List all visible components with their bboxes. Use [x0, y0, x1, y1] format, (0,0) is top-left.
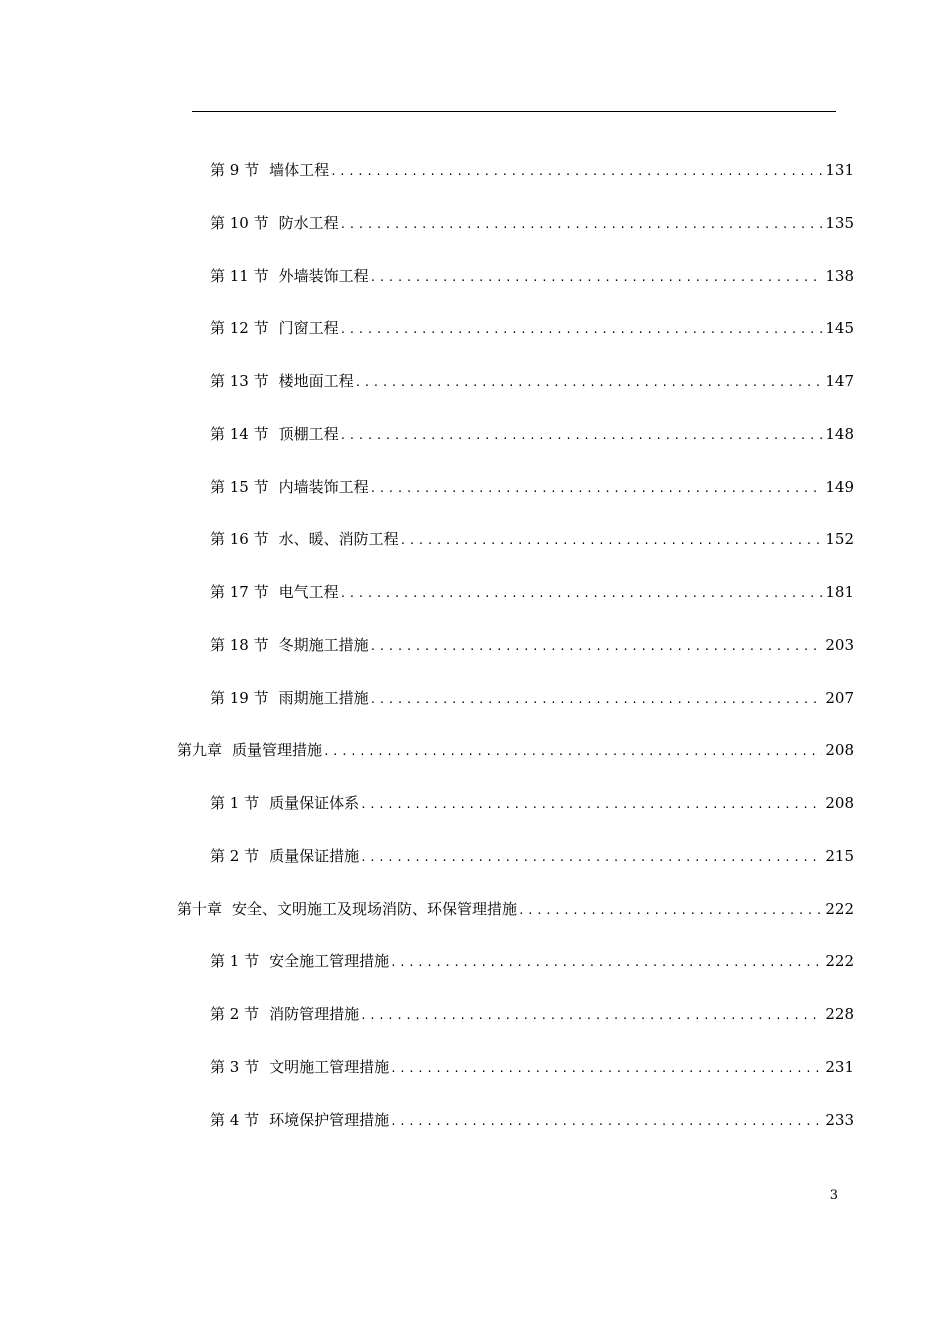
- toc-entry-page: 149: [825, 478, 854, 496]
- toc-entry-number: 第十章: [177, 900, 223, 918]
- toc-entry[interactable]: [210, 1108, 854, 1132]
- toc-dot-leader: [340, 582, 823, 606]
- toc-entry-title: 冬期施工措施: [278, 636, 369, 654]
- toc-entry[interactable]: [210, 527, 854, 551]
- toc-entry-page: 233: [825, 1111, 854, 1129]
- toc-entry-number: 第 1 节: [210, 794, 260, 812]
- toc-entry-page: 145: [825, 319, 854, 337]
- toc-dot-leader: [360, 793, 822, 817]
- toc-entry[interactable]: [210, 791, 854, 815]
- toc-entry-title: 防水工程: [278, 214, 339, 232]
- toc-entry[interactable]: [210, 844, 854, 868]
- toc-entry-title: 消防管理措施: [269, 1005, 360, 1023]
- toc-entry-page: 207: [825, 689, 854, 707]
- toc-entry-title: 门窗工程: [278, 319, 339, 337]
- toc-dot-leader: [390, 951, 822, 975]
- toc-entry[interactable]: [210, 369, 854, 393]
- header-rule: [192, 111, 836, 112]
- toc-entry-number: 第 3 节: [210, 1058, 260, 1076]
- toc-chapter-entry[interactable]: [177, 738, 854, 762]
- toc-entry-number: 第 19 节: [210, 689, 269, 707]
- page-number: 3: [829, 1188, 838, 1203]
- toc-entry-number: 第 17 节: [210, 583, 269, 601]
- toc-entry-page: 138: [825, 267, 854, 285]
- toc-entry-page: 148: [825, 425, 854, 443]
- toc-entry-number: 第 1 节: [210, 952, 260, 970]
- toc-dot-leader: [390, 1110, 822, 1134]
- toc-entry-page: 147: [825, 372, 854, 390]
- toc-entry-page: 231: [825, 1058, 854, 1076]
- toc-entry-page: 135: [825, 214, 854, 232]
- toc-chapter-entry[interactable]: [177, 897, 854, 921]
- toc-entry-number: 第九章: [177, 741, 223, 759]
- toc-dot-leader: [400, 529, 823, 553]
- toc-entry-number: 第 18 节: [210, 636, 269, 654]
- toc-entry[interactable]: [210, 1055, 854, 1079]
- toc-dot-leader: [330, 160, 822, 184]
- toc-dot-leader: [370, 688, 823, 712]
- toc-dot-leader: [340, 318, 823, 342]
- toc-entry[interactable]: [210, 1002, 854, 1026]
- toc-entry-number: 第 9 节: [210, 161, 260, 179]
- toc-entry-page: 181: [825, 583, 854, 601]
- toc-dot-leader: [360, 846, 822, 870]
- toc-entry-page: 215: [825, 847, 854, 865]
- toc-entry-title: 质量管理措施: [232, 741, 323, 759]
- toc-entry[interactable]: [210, 422, 854, 446]
- toc-entry-number: 第 11 节: [210, 267, 269, 285]
- toc-entry-number: 第 10 节: [210, 214, 269, 232]
- toc-entry-title: 环境保护管理措施: [269, 1111, 390, 1129]
- toc-dot-leader: [355, 371, 823, 395]
- toc-entry[interactable]: [210, 211, 854, 235]
- toc-dot-leader: [340, 424, 823, 448]
- toc-entry-title: 内墙装饰工程: [278, 478, 369, 496]
- toc-entry[interactable]: [210, 686, 854, 710]
- toc-entry-page: 208: [825, 741, 854, 759]
- toc-entry[interactable]: [210, 949, 854, 973]
- toc-entry[interactable]: [210, 264, 854, 288]
- toc-entry-number: 第 4 节: [210, 1111, 260, 1129]
- toc-entry-title: 外墙装饰工程: [278, 267, 369, 285]
- toc-entry-title: 文明施工管理措施: [269, 1058, 390, 1076]
- toc-dot-leader: [323, 740, 822, 764]
- toc-entry-number: 第 15 节: [210, 478, 269, 496]
- toc-dot-leader: [340, 213, 823, 237]
- toc-entry-title: 安全、文明施工及现场消防、环保管理措施: [232, 900, 518, 918]
- toc-dot-leader: [370, 635, 823, 659]
- toc-entry-title: 质量保证措施: [269, 847, 360, 865]
- toc-entry-page: 152: [825, 530, 854, 548]
- toc-entry-number: 第 14 节: [210, 425, 269, 443]
- toc-entry-number: 第 16 节: [210, 530, 269, 548]
- toc-entry[interactable]: [210, 316, 854, 340]
- toc-dot-leader: [370, 477, 823, 501]
- toc-entry-page: 228: [825, 1005, 854, 1023]
- toc-entry-number: 第 13 节: [210, 372, 269, 390]
- toc-entry-page: 203: [825, 636, 854, 654]
- toc-entry-page: 208: [825, 794, 854, 812]
- toc-dot-leader: [390, 1057, 822, 1081]
- toc-entry[interactable]: [210, 633, 854, 657]
- toc-entry-title: 顶棚工程: [278, 425, 339, 443]
- toc-entry-title: 安全施工管理措施: [269, 952, 390, 970]
- toc-dot-leader: [370, 266, 823, 290]
- toc-entry-page: 222: [825, 900, 854, 918]
- toc-entry-title: 楼地面工程: [278, 372, 354, 390]
- toc-dot-leader: [360, 1004, 822, 1028]
- toc-entry-title: 质量保证体系: [269, 794, 360, 812]
- toc-entry-page: 222: [825, 952, 854, 970]
- toc-entry-title: 墙体工程: [269, 161, 330, 179]
- toc-entry[interactable]: [210, 475, 854, 499]
- toc-dot-leader: [518, 899, 822, 923]
- toc-entry-title: 水、暖、消防工程: [278, 530, 399, 548]
- toc-entry-number: 第 2 节: [210, 1005, 260, 1023]
- toc-entry[interactable]: [210, 158, 854, 182]
- toc-entry-number: 第 2 节: [210, 847, 260, 865]
- toc-entry-page: 131: [825, 161, 854, 179]
- toc-entry-title: 雨期施工措施: [278, 689, 369, 707]
- toc-entry[interactable]: [210, 580, 854, 604]
- toc-entry-title: 电气工程: [278, 583, 339, 601]
- toc-entry-number: 第 12 节: [210, 319, 269, 337]
